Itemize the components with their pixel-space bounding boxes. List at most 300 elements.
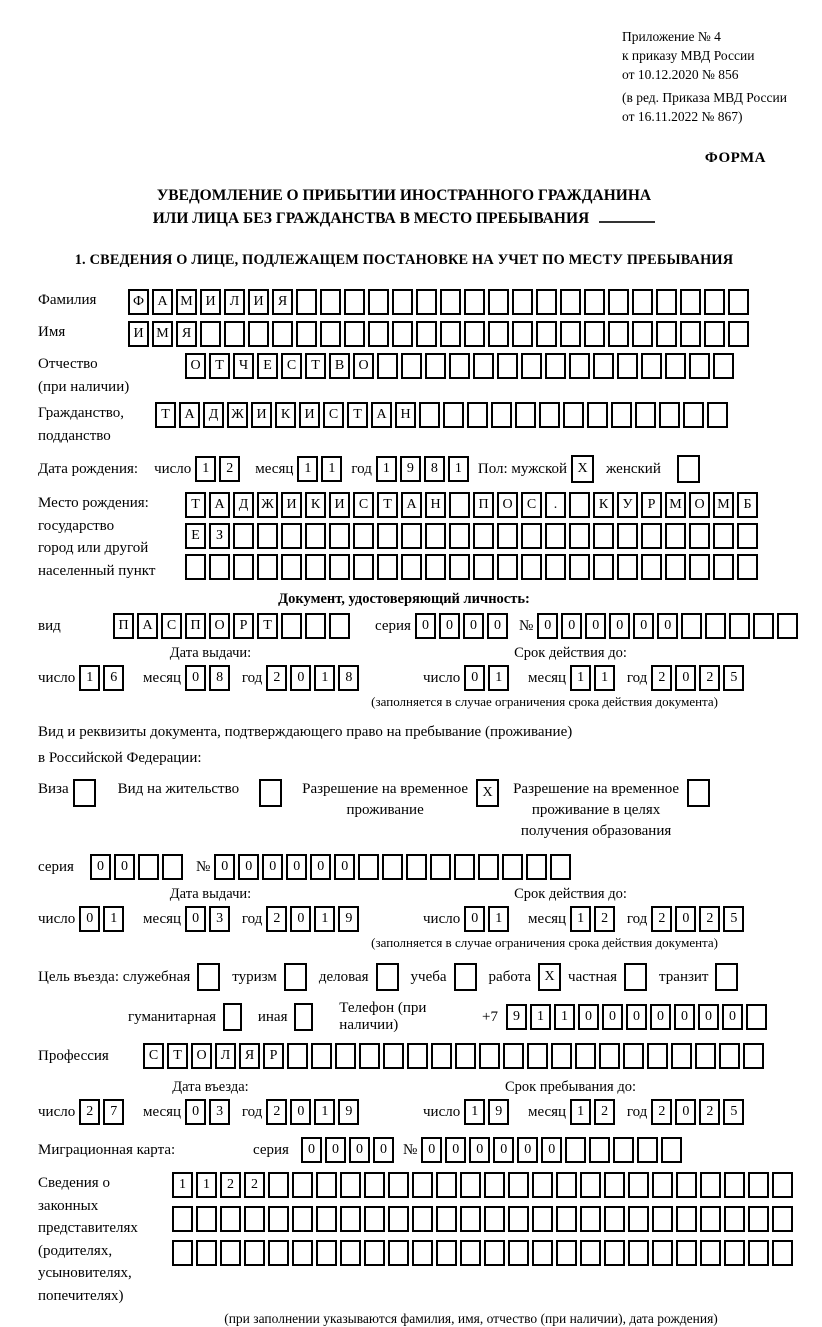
char-box[interactable] xyxy=(608,321,629,347)
char-box[interactable]: 2 xyxy=(220,1172,241,1198)
char-box[interactable]: 0 xyxy=(675,906,696,932)
char-box[interactable]: 1 xyxy=(103,906,124,932)
char-box[interactable] xyxy=(641,554,662,580)
purpose-commercial-checkbox[interactable] xyxy=(376,963,399,991)
char-box[interactable] xyxy=(532,1206,553,1232)
char-box[interactable]: П xyxy=(185,613,206,639)
char-box[interactable] xyxy=(305,613,326,639)
char-box[interactable]: 1 xyxy=(314,1099,335,1125)
char-box[interactable]: Т xyxy=(185,492,206,518)
char-box[interactable]: 0 xyxy=(633,613,654,639)
char-box[interactable] xyxy=(713,353,734,379)
visa-checkbox[interactable] xyxy=(73,779,96,807)
char-box[interactable]: 5 xyxy=(723,906,744,932)
valid-month-field[interactable] xyxy=(570,665,618,691)
valid-year-field[interactable] xyxy=(651,665,747,691)
char-box[interactable] xyxy=(460,1172,481,1198)
char-box[interactable]: А xyxy=(371,402,392,428)
char-box[interactable] xyxy=(743,1043,764,1069)
char-box[interactable] xyxy=(589,1137,610,1163)
residence-valid-month[interactable] xyxy=(570,906,618,932)
char-box[interactable] xyxy=(248,321,269,347)
char-box[interactable]: 0 xyxy=(301,1137,322,1163)
char-box[interactable]: 9 xyxy=(400,456,421,482)
residence-number-field[interactable] xyxy=(214,854,574,880)
char-box[interactable]: И xyxy=(329,492,350,518)
char-box[interactable] xyxy=(281,613,302,639)
char-box[interactable]: И xyxy=(200,289,221,315)
char-box[interactable] xyxy=(382,854,403,880)
char-box[interactable] xyxy=(200,321,221,347)
char-box[interactable]: Ф xyxy=(128,289,149,315)
representatives-line3[interactable] xyxy=(172,1240,796,1266)
representatives-line1[interactable] xyxy=(172,1172,796,1198)
char-box[interactable] xyxy=(329,554,350,580)
char-box[interactable]: 2 xyxy=(266,906,287,932)
char-box[interactable]: 0 xyxy=(675,665,696,691)
char-box[interactable] xyxy=(704,289,725,315)
char-box[interactable]: К xyxy=(305,492,326,518)
char-box[interactable]: 1 xyxy=(297,456,318,482)
char-box[interactable]: О xyxy=(689,492,710,518)
char-box[interactable] xyxy=(407,1043,428,1069)
char-box[interactable] xyxy=(272,321,293,347)
char-box[interactable]: Ч xyxy=(233,353,254,379)
char-box[interactable]: У xyxy=(617,492,638,518)
char-box[interactable] xyxy=(316,1240,337,1266)
char-box[interactable] xyxy=(497,554,518,580)
char-box[interactable]: 1 xyxy=(488,665,509,691)
char-box[interactable] xyxy=(671,1043,692,1069)
char-box[interactable] xyxy=(316,1172,337,1198)
char-box[interactable] xyxy=(676,1240,697,1266)
char-box[interactable] xyxy=(632,321,653,347)
char-box[interactable] xyxy=(772,1206,793,1232)
char-box[interactable]: 1 xyxy=(570,665,591,691)
char-box[interactable]: 0 xyxy=(214,854,235,880)
issue-day-field[interactable] xyxy=(79,665,127,691)
char-box[interactable] xyxy=(508,1206,529,1232)
citizenship-field[interactable] xyxy=(155,402,731,428)
valid-day-field[interactable] xyxy=(464,665,512,691)
char-box[interactable] xyxy=(604,1206,625,1232)
char-box[interactable]: 0 xyxy=(541,1137,562,1163)
birth-month-field[interactable] xyxy=(297,456,345,482)
char-box[interactable] xyxy=(508,1172,529,1198)
char-box[interactable]: 0 xyxy=(626,1004,647,1030)
char-box[interactable]: С xyxy=(161,613,182,639)
char-box[interactable] xyxy=(460,1240,481,1266)
char-box[interactable]: 0 xyxy=(185,665,206,691)
char-box[interactable] xyxy=(593,353,614,379)
char-box[interactable]: Н xyxy=(425,492,446,518)
char-box[interactable] xyxy=(563,402,584,428)
char-box[interactable]: 1 xyxy=(530,1004,551,1030)
char-box[interactable] xyxy=(512,289,533,315)
char-box[interactable] xyxy=(401,554,422,580)
char-box[interactable] xyxy=(196,1240,217,1266)
char-box[interactable] xyxy=(436,1206,457,1232)
char-box[interactable]: И xyxy=(281,492,302,518)
char-box[interactable] xyxy=(377,353,398,379)
purpose-transit-checkbox[interactable] xyxy=(715,963,738,991)
char-box[interactable]: 1 xyxy=(314,665,335,691)
char-box[interactable]: 2 xyxy=(594,1099,615,1125)
char-box[interactable] xyxy=(464,321,485,347)
char-box[interactable] xyxy=(545,523,566,549)
char-box[interactable]: 0 xyxy=(585,613,606,639)
char-box[interactable] xyxy=(545,554,566,580)
char-box[interactable] xyxy=(305,523,326,549)
char-box[interactable] xyxy=(401,353,422,379)
entry-year-field[interactable] xyxy=(266,1099,362,1125)
char-box[interactable] xyxy=(185,554,206,580)
char-box[interactable] xyxy=(545,353,566,379)
char-box[interactable]: 0 xyxy=(439,613,460,639)
char-box[interactable]: 8 xyxy=(338,665,359,691)
char-box[interactable] xyxy=(569,554,590,580)
char-box[interactable] xyxy=(661,1137,682,1163)
char-box[interactable]: 2 xyxy=(266,665,287,691)
char-box[interactable] xyxy=(532,1240,553,1266)
char-box[interactable]: 0 xyxy=(310,854,331,880)
char-box[interactable]: М xyxy=(152,321,173,347)
residence-valid-year[interactable] xyxy=(651,906,747,932)
char-box[interactable]: 1 xyxy=(464,1099,485,1125)
char-box[interactable] xyxy=(344,321,365,347)
birth-year-field[interactable] xyxy=(376,456,472,482)
char-box[interactable] xyxy=(503,1043,524,1069)
char-box[interactable]: 1 xyxy=(321,456,342,482)
char-box[interactable] xyxy=(665,554,686,580)
char-box[interactable] xyxy=(584,289,605,315)
char-box[interactable] xyxy=(729,613,750,639)
char-box[interactable]: 1 xyxy=(554,1004,575,1030)
char-box[interactable]: 7 xyxy=(103,1099,124,1125)
char-box[interactable]: Ж xyxy=(257,492,278,518)
char-box[interactable]: С xyxy=(521,492,542,518)
char-box[interactable]: 0 xyxy=(698,1004,719,1030)
char-box[interactable] xyxy=(680,289,701,315)
char-box[interactable]: С xyxy=(323,402,344,428)
char-box[interactable] xyxy=(268,1172,289,1198)
char-box[interactable] xyxy=(353,554,374,580)
char-box[interactable] xyxy=(689,523,710,549)
char-box[interactable]: Б xyxy=(737,492,758,518)
char-box[interactable] xyxy=(556,1206,577,1232)
char-box[interactable] xyxy=(637,1137,658,1163)
char-box[interactable]: А xyxy=(179,402,200,428)
char-box[interactable]: М xyxy=(176,289,197,315)
residence-issue-month[interactable] xyxy=(185,906,233,932)
char-box[interactable]: 2 xyxy=(79,1099,100,1125)
char-box[interactable]: 0 xyxy=(185,1099,206,1125)
char-box[interactable]: 0 xyxy=(262,854,283,880)
char-box[interactable] xyxy=(575,1043,596,1069)
char-box[interactable] xyxy=(665,523,686,549)
gender-female-checkbox[interactable] xyxy=(677,455,700,483)
char-box[interactable] xyxy=(689,554,710,580)
char-box[interactable] xyxy=(479,1043,500,1069)
char-box[interactable] xyxy=(377,554,398,580)
char-box[interactable] xyxy=(569,353,590,379)
char-box[interactable] xyxy=(340,1172,361,1198)
residence-issue-year[interactable] xyxy=(266,906,362,932)
char-box[interactable]: 0 xyxy=(493,1137,514,1163)
phone-field[interactable] xyxy=(506,1004,770,1030)
residence-issue-day[interactable] xyxy=(79,906,127,932)
char-box[interactable] xyxy=(647,1043,668,1069)
char-box[interactable]: К xyxy=(593,492,614,518)
char-box[interactable] xyxy=(550,854,571,880)
char-box[interactable]: И xyxy=(248,289,269,315)
char-box[interactable]: 1 xyxy=(376,456,397,482)
char-box[interactable] xyxy=(449,353,470,379)
char-box[interactable]: А xyxy=(209,492,230,518)
char-box[interactable] xyxy=(532,1172,553,1198)
char-box[interactable] xyxy=(728,321,749,347)
char-box[interactable]: 1 xyxy=(488,906,509,932)
char-box[interactable] xyxy=(419,402,440,428)
char-box[interactable] xyxy=(737,554,758,580)
char-box[interactable] xyxy=(292,1172,313,1198)
char-box[interactable]: В xyxy=(329,353,350,379)
char-box[interactable]: 1 xyxy=(79,665,100,691)
char-box[interactable]: 0 xyxy=(334,854,355,880)
char-box[interactable]: Т xyxy=(305,353,326,379)
char-box[interactable] xyxy=(292,1206,313,1232)
char-box[interactable]: 0 xyxy=(290,665,311,691)
char-box[interactable] xyxy=(551,1043,572,1069)
char-box[interactable] xyxy=(440,289,461,315)
char-box[interactable] xyxy=(565,1137,586,1163)
char-box[interactable] xyxy=(593,523,614,549)
char-box[interactable]: С xyxy=(353,492,374,518)
char-box[interactable] xyxy=(527,1043,548,1069)
char-box[interactable]: 0 xyxy=(463,613,484,639)
char-box[interactable] xyxy=(628,1206,649,1232)
char-box[interactable] xyxy=(556,1172,577,1198)
char-box[interactable] xyxy=(329,523,350,549)
char-box[interactable]: К xyxy=(275,402,296,428)
char-box[interactable] xyxy=(412,1240,433,1266)
char-box[interactable]: 9 xyxy=(506,1004,527,1030)
firstname-field[interactable] xyxy=(128,321,752,347)
char-box[interactable]: 9 xyxy=(488,1099,509,1125)
char-box[interactable]: 0 xyxy=(561,613,582,639)
char-box[interactable] xyxy=(617,554,638,580)
char-box[interactable]: 1 xyxy=(570,1099,591,1125)
char-box[interactable]: 0 xyxy=(675,1099,696,1125)
char-box[interactable] xyxy=(473,554,494,580)
char-box[interactable] xyxy=(340,1206,361,1232)
char-box[interactable]: 2 xyxy=(699,906,720,932)
char-box[interactable] xyxy=(748,1206,769,1232)
char-box[interactable] xyxy=(335,1043,356,1069)
char-box[interactable] xyxy=(521,523,542,549)
char-box[interactable]: Е xyxy=(257,353,278,379)
char-box[interactable]: 0 xyxy=(415,613,436,639)
char-box[interactable] xyxy=(460,1206,481,1232)
char-box[interactable] xyxy=(316,1206,337,1232)
birth-day-field[interactable] xyxy=(195,456,243,482)
char-box[interactable]: Р xyxy=(233,613,254,639)
char-box[interactable]: 0 xyxy=(185,906,206,932)
char-box[interactable] xyxy=(455,1043,476,1069)
char-box[interactable] xyxy=(340,1240,361,1266)
char-box[interactable] xyxy=(436,1172,457,1198)
gender-male-checkbox[interactable]: X xyxy=(571,455,594,483)
char-box[interactable] xyxy=(713,523,734,549)
char-box[interactable] xyxy=(368,321,389,347)
char-box[interactable] xyxy=(737,523,758,549)
char-box[interactable] xyxy=(425,554,446,580)
stay-day-field[interactable] xyxy=(464,1099,512,1125)
char-box[interactable]: И xyxy=(299,402,320,428)
char-box[interactable] xyxy=(539,402,560,428)
char-box[interactable] xyxy=(772,1240,793,1266)
char-box[interactable]: 2 xyxy=(219,456,240,482)
char-box[interactable] xyxy=(580,1172,601,1198)
issue-year-field[interactable] xyxy=(266,665,362,691)
char-box[interactable]: 0 xyxy=(602,1004,623,1030)
char-box[interactable] xyxy=(416,289,437,315)
char-box[interactable] xyxy=(676,1206,697,1232)
patronymic-field[interactable] xyxy=(185,353,737,379)
char-box[interactable] xyxy=(257,523,278,549)
char-box[interactable] xyxy=(425,523,446,549)
char-box[interactable]: О xyxy=(191,1043,212,1069)
char-box[interactable] xyxy=(364,1240,385,1266)
char-box[interactable] xyxy=(713,554,734,580)
char-box[interactable]: 0 xyxy=(464,665,485,691)
char-box[interactable]: 0 xyxy=(238,854,259,880)
char-box[interactable]: 1 xyxy=(195,456,216,482)
char-box[interactable]: Т xyxy=(257,613,278,639)
char-box[interactable] xyxy=(508,1240,529,1266)
char-box[interactable] xyxy=(401,523,422,549)
char-box[interactable] xyxy=(268,1206,289,1232)
char-box[interactable]: 3 xyxy=(209,906,230,932)
char-box[interactable] xyxy=(681,613,702,639)
char-box[interactable]: 0 xyxy=(517,1137,538,1163)
char-box[interactable]: 0 xyxy=(464,906,485,932)
char-box[interactable] xyxy=(683,402,704,428)
char-box[interactable]: 0 xyxy=(290,906,311,932)
char-box[interactable] xyxy=(478,854,499,880)
char-box[interactable] xyxy=(412,1172,433,1198)
char-box[interactable] xyxy=(359,1043,380,1069)
migration-number-field[interactable] xyxy=(421,1137,685,1163)
char-box[interactable]: 0 xyxy=(469,1137,490,1163)
char-box[interactable] xyxy=(138,854,159,880)
char-box[interactable]: 9 xyxy=(338,906,359,932)
char-box[interactable]: 8 xyxy=(424,456,445,482)
char-box[interactable]: 1 xyxy=(448,456,469,482)
char-box[interactable] xyxy=(292,1240,313,1266)
char-box[interactable]: . xyxy=(545,492,566,518)
char-box[interactable]: 2 xyxy=(699,665,720,691)
char-box[interactable]: Л xyxy=(224,289,245,315)
char-box[interactable] xyxy=(623,1043,644,1069)
char-box[interactable]: 0 xyxy=(79,906,100,932)
char-box[interactable] xyxy=(305,554,326,580)
char-box[interactable] xyxy=(436,1240,457,1266)
char-box[interactable] xyxy=(320,321,341,347)
char-box[interactable] xyxy=(440,321,461,347)
purpose-other-checkbox[interactable] xyxy=(294,1003,313,1031)
purpose-private-checkbox[interactable] xyxy=(624,963,647,991)
purpose-study-checkbox[interactable] xyxy=(454,963,477,991)
char-box[interactable]: И xyxy=(128,321,149,347)
char-box[interactable] xyxy=(257,554,278,580)
char-box[interactable]: Р xyxy=(263,1043,284,1069)
char-box[interactable]: С xyxy=(143,1043,164,1069)
char-box[interactable] xyxy=(700,1172,721,1198)
residence-series-field[interactable] xyxy=(90,854,186,880)
char-box[interactable]: 1 xyxy=(570,906,591,932)
char-box[interactable] xyxy=(377,523,398,549)
char-box[interactable] xyxy=(656,321,677,347)
char-box[interactable] xyxy=(515,402,536,428)
char-box[interactable] xyxy=(652,1240,673,1266)
char-box[interactable] xyxy=(484,1172,505,1198)
char-box[interactable] xyxy=(746,1004,767,1030)
char-box[interactable] xyxy=(364,1172,385,1198)
profession-field[interactable] xyxy=(143,1043,767,1069)
birthplace-line1[interactable] xyxy=(185,492,761,518)
char-box[interactable] xyxy=(454,854,475,880)
char-box[interactable] xyxy=(659,402,680,428)
char-box[interactable]: 0 xyxy=(373,1137,394,1163)
char-box[interactable] xyxy=(700,1240,721,1266)
char-box[interactable] xyxy=(484,1206,505,1232)
char-box[interactable]: М xyxy=(665,492,686,518)
char-box[interactable] xyxy=(449,554,470,580)
char-box[interactable] xyxy=(665,353,686,379)
char-box[interactable]: 2 xyxy=(651,1099,672,1125)
char-box[interactable] xyxy=(488,321,509,347)
char-box[interactable] xyxy=(311,1043,332,1069)
char-box[interactable] xyxy=(464,289,485,315)
char-box[interactable]: Д xyxy=(233,492,254,518)
char-box[interactable] xyxy=(244,1206,265,1232)
char-box[interactable]: О xyxy=(185,353,206,379)
representatives-line2[interactable] xyxy=(172,1206,796,1232)
char-box[interactable] xyxy=(676,1172,697,1198)
char-box[interactable]: 0 xyxy=(609,613,630,639)
char-box[interactable] xyxy=(162,854,183,880)
char-box[interactable] xyxy=(772,1172,793,1198)
char-box[interactable] xyxy=(491,402,512,428)
char-box[interactable] xyxy=(707,402,728,428)
char-box[interactable] xyxy=(220,1240,241,1266)
edu-permit-checkbox[interactable] xyxy=(687,779,710,807)
doc-series-field[interactable] xyxy=(415,613,511,639)
doc-number-field[interactable] xyxy=(537,613,801,639)
char-box[interactable] xyxy=(172,1240,193,1266)
char-box[interactable]: С xyxy=(281,353,302,379)
char-box[interactable] xyxy=(556,1240,577,1266)
char-box[interactable] xyxy=(628,1172,649,1198)
residence-valid-day[interactable] xyxy=(464,906,512,932)
entry-day-field[interactable] xyxy=(79,1099,127,1125)
migration-series-field[interactable] xyxy=(301,1137,397,1163)
char-box[interactable]: 0 xyxy=(578,1004,599,1030)
char-box[interactable] xyxy=(604,1240,625,1266)
char-box[interactable] xyxy=(608,289,629,315)
char-box[interactable] xyxy=(526,854,547,880)
